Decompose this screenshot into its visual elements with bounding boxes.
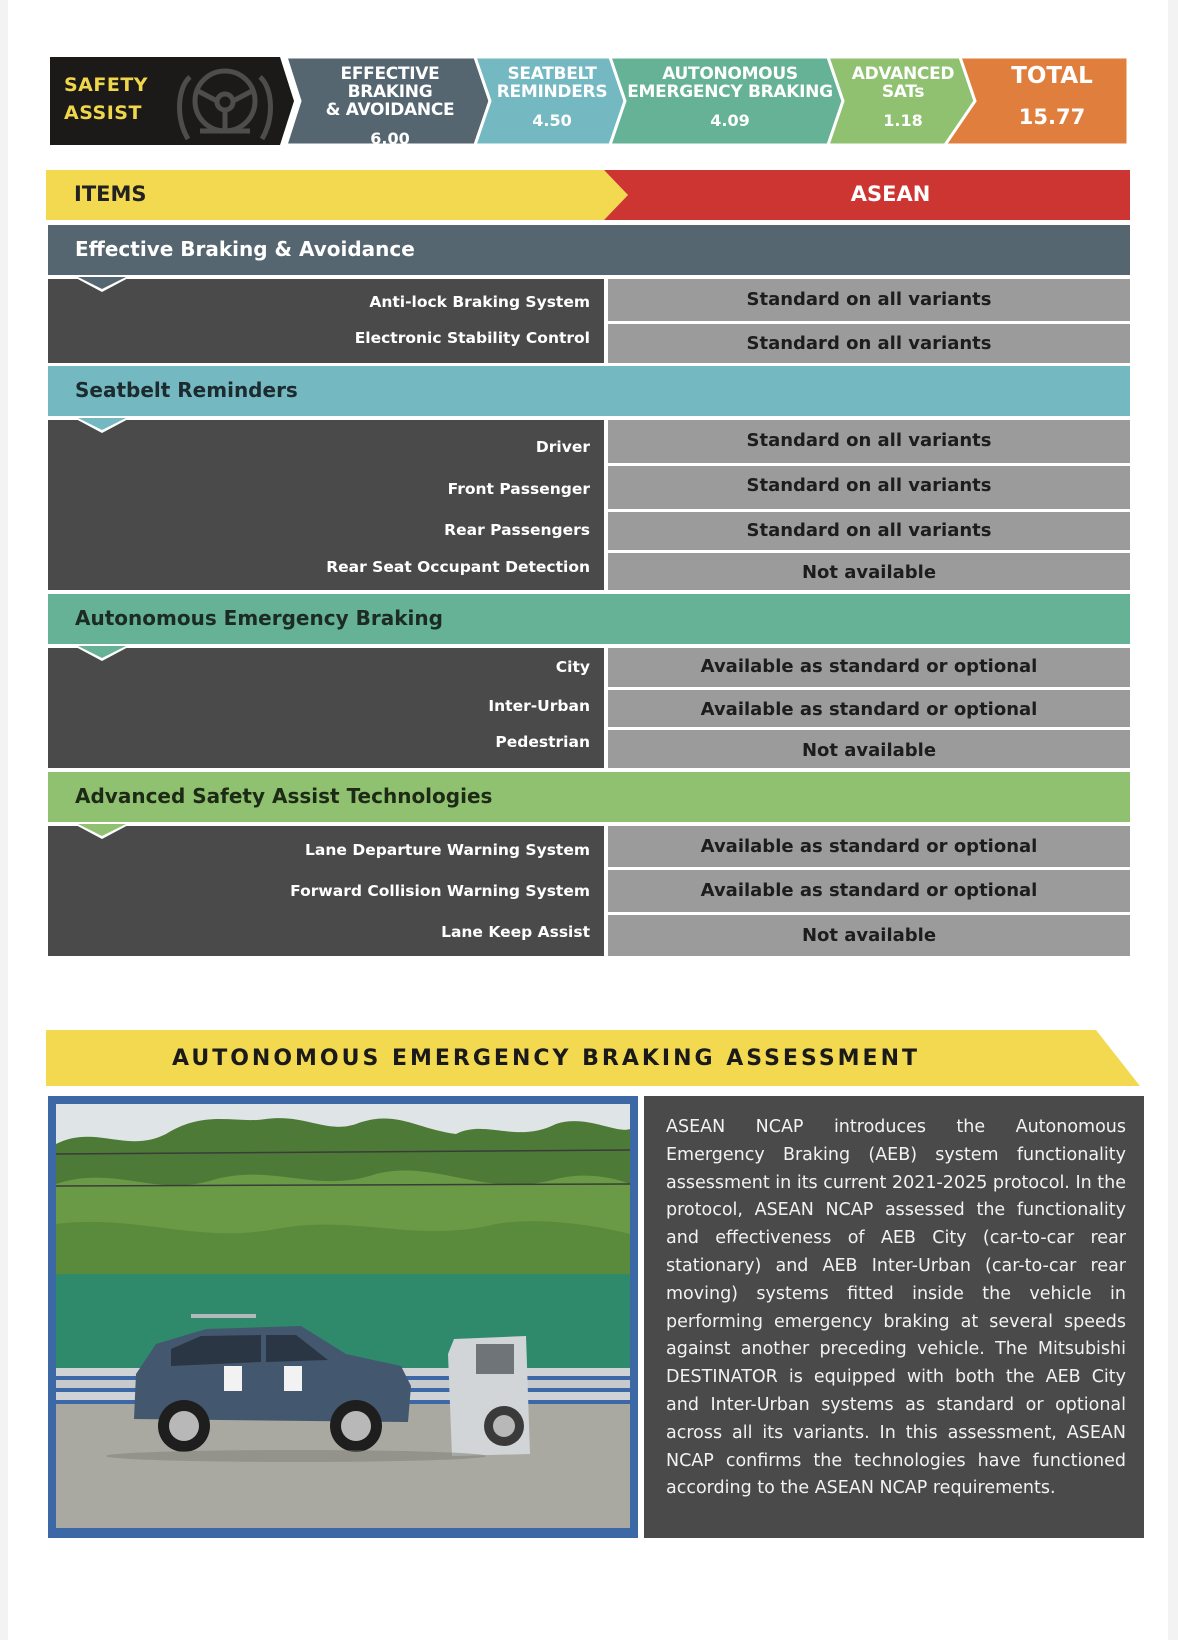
item-label: Rear Seat Occupant Detection <box>326 558 590 576</box>
safety-assist-line1: SAFETY <box>64 74 149 96</box>
item-label: Driver <box>535 438 590 456</box>
region-header-asean: ASEAN <box>850 182 931 206</box>
segment-title-line1: ADVANCED <box>851 64 955 84</box>
segment-score: 4.50 <box>532 111 572 130</box>
safety-assist-line2: ASSIST <box>64 102 142 124</box>
segment-seatbelt <box>488 65 616 130</box>
aeb-photo-frame <box>48 1096 638 1538</box>
segment-title-line2: SATs <box>881 82 925 102</box>
aeb-description-text: ASEAN NCAP introduces the Autonomous Emergency Braking (AEB) system functionality assessment in its current 2021-2025 protocol. In the protocol, ASEAN NCAP assessed the functionality and effectiveness of AEB City (car-to-car rear stationary) and AEB Inter-Urban (car-to-car rear moving) systems fitted inside the vehicle in performing emergency braking at several speeds against another preceding vehicle. The Mitsubishi DESTINATOR is equipped with both the AEB City and Inter-Urban systems as standard or optional across all its variants. In this assessment, ASEAN NCAP confirms the technologies have functioned according to the ASEAN NCAP requirements. <box>666 1117 1126 1499</box>
segment-score: 6.00 <box>370 129 410 148</box>
segment-title-line1: AUTONOMOUS <box>662 64 798 84</box>
item-label: Anti-lock Braking System <box>369 293 590 311</box>
notch-pointer <box>78 418 126 430</box>
value-cell: Not available <box>608 730 1130 768</box>
segment-advanced <box>840 65 966 130</box>
segment-total <box>980 63 1124 129</box>
segment-title-line1: EFFECTIVE BRAKING <box>340 64 440 102</box>
segment-score: 4.09 <box>710 111 750 130</box>
item-label: Pedestrian <box>495 733 590 751</box>
item-label: Front Passenger <box>447 480 590 498</box>
value-cell: Available as standard or optional <box>608 826 1130 867</box>
category-title: Seatbelt Reminders <box>75 378 298 402</box>
value-cell: Standard on all variants <box>608 512 1130 550</box>
item-label: Electronic Stability Control <box>354 329 590 347</box>
segment-title-line1: SEATBELT <box>507 64 597 84</box>
item-label: Inter-Urban <box>488 697 590 715</box>
notch-pointer <box>78 277 126 289</box>
value-cell: Standard on all variants <box>608 466 1130 509</box>
segment-score: 1.18 <box>883 111 923 130</box>
safety-assist-score-strip <box>50 57 1128 148</box>
item-label: Lane Departure Warning System <box>305 841 590 859</box>
notch-pointer <box>78 824 126 836</box>
item-label: Rear Passengers <box>444 521 590 539</box>
segment-braking <box>300 65 480 148</box>
total-title: TOTAL <box>1011 63 1093 89</box>
value-cell: Not available <box>608 553 1130 590</box>
item-label: City <box>555 658 590 676</box>
value-cell: Standard on all variants <box>608 420 1130 463</box>
table-header <box>46 170 1130 220</box>
category-header-braking <box>48 225 1130 275</box>
aeb-description-box <box>644 1096 1144 1538</box>
category-title: Autonomous Emergency Braking <box>75 606 443 630</box>
value-cell: Standard on all variants <box>608 324 1130 363</box>
value-cell: Available as standard or optional <box>608 870 1130 912</box>
category-title: Advanced Safety Assist Technologies <box>75 784 493 808</box>
category-items-aeb <box>48 648 604 768</box>
aeb-assessment-title: AUTONOMOUS EMERGENCY BRAKING ASSESSMENT <box>171 1046 921 1071</box>
notch-pointer <box>78 646 126 658</box>
category-items-braking <box>48 279 604 363</box>
segment-title-line2: REMINDERS <box>496 82 608 102</box>
item-label: Forward Collision Warning System <box>290 882 590 900</box>
aeb-assessment-banner <box>46 1030 1146 1088</box>
category-header-advanced <box>48 772 1130 822</box>
category-header-aeb <box>48 594 1130 644</box>
category-items-advanced <box>48 826 604 956</box>
value-cell: Not available <box>608 915 1130 956</box>
item-label: Lane Keep Assist <box>441 923 590 941</box>
category-items-seatbelt <box>48 420 604 590</box>
aeb-test-photo <box>56 1104 630 1528</box>
value-cell: Standard on all variants <box>608 279 1130 321</box>
category-title: Effective Braking & Avoidance <box>75 237 415 261</box>
value-cell: Available as standard or optional <box>608 648 1130 687</box>
aeb-test-photo-illustration <box>56 1104 630 1528</box>
total-score: 15.77 <box>1018 105 1086 129</box>
items-header: ITEMS <box>74 182 147 206</box>
category-header-seatbelt <box>48 366 1130 416</box>
safety-assist-label <box>64 71 148 127</box>
value-cell: Available as standard or optional <box>608 690 1130 727</box>
segment-aeb <box>624 65 836 130</box>
segment-title-line2: & AVOIDANCE <box>325 100 455 120</box>
segment-title-line2: EMERGENCY BRAKING <box>627 82 833 102</box>
